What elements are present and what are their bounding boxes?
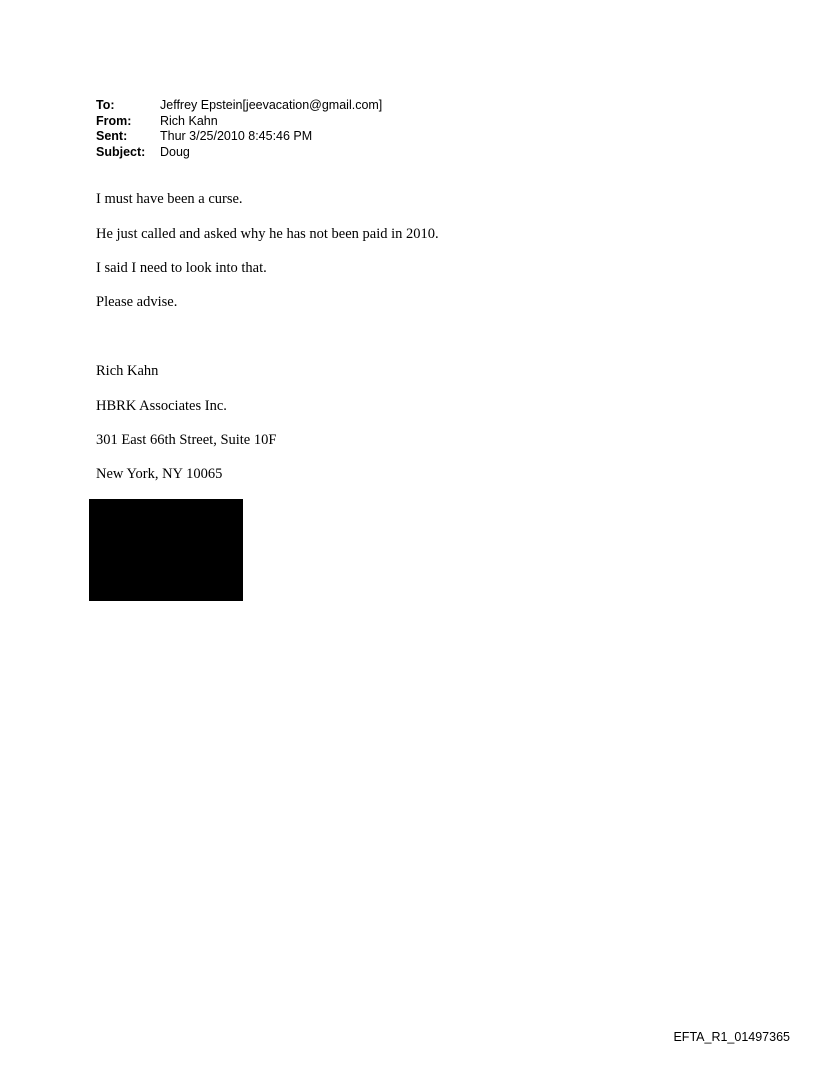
from-label: From: [96, 113, 132, 128]
signature-name: Rich Kahn [96, 363, 159, 379]
document-id: EFTA_R1_01497365 [673, 1030, 790, 1044]
subject-value: Doug [160, 144, 190, 159]
sent-value: Thur 3/25/2010 8:45:46 PM [160, 129, 313, 143]
body-line: I said I need to look into that. [96, 260, 267, 276]
signature-address-line2: New York, NY 10065 [96, 466, 223, 482]
signature-address-line1: 301 East 66th Street, Suite 10F [96, 432, 277, 448]
sent-label: Sent: [96, 129, 128, 143]
subject-label: Subject: [96, 144, 146, 159]
to-row [96, 98, 382, 114]
from-value: Rich Kahn [160, 113, 218, 128]
email-header [96, 98, 382, 160]
signature-company: HBRK Associates Inc. [96, 398, 227, 414]
redaction-block [89, 499, 243, 601]
sent-row [96, 129, 382, 145]
to-value: Jeffrey Epstein[jeevacation@gmail.com] [160, 98, 383, 112]
to-label: To: [96, 98, 115, 112]
body-line: Please advise. [96, 294, 178, 310]
subject-row [96, 145, 382, 161]
body-line: I must have been a curse. [96, 191, 243, 207]
body-line: He just called and asked why he has not been paid in 2010. [96, 226, 439, 242]
from-row [96, 114, 382, 130]
